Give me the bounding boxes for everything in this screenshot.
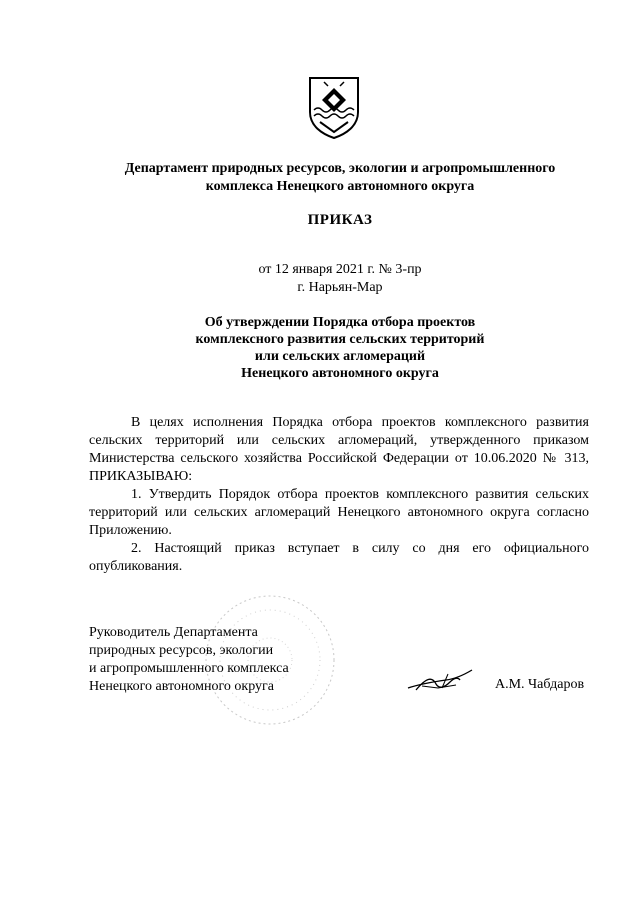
document-date-number: от 12 января 2021 г. № 3-пр [258, 262, 422, 277]
document-type: ПРИКАЗ [307, 212, 373, 228]
subject-line: или сельских агломераций [254, 349, 426, 364]
subject-line: Ненецкого автономного округа [241, 366, 439, 381]
handwritten-signature-icon [402, 658, 482, 698]
order-item-1: 1. Утвердить Порядок отбора проектов комплексного развития сельских территорий или сельских агломераций Ненецкого автономного округа согласно Приложению. [89, 487, 589, 538]
signer-position [89, 624, 289, 696]
document-city: г. Нарьян-Мар [297, 280, 383, 295]
signer-position-line: и агропромышленного комплекса [89, 661, 289, 676]
signer-position-line: природных ресурсов, экологии [89, 643, 274, 658]
coat-of-arms-icon [306, 74, 362, 140]
department-name-line: комплекса Ненецкого автономного округа [205, 179, 475, 194]
order-item-2: 2. Настоящий приказ вступает в силу со дня его официального опубликования. [89, 541, 589, 574]
signer-position-line: Ненецкого автономного округа [89, 679, 274, 694]
intro-paragraph: В целях исполнения Порядка отбора проектов комплексного развития сельских территорий или сельских агломераций, утвержденного приказом Министерства сельского хозяйства Российской Федерации от 10.06.2020 № 313, ПРИКАЗЫВАЮ: [89, 415, 589, 484]
subject-line: Об утверждении Порядка отбора проектов [204, 315, 476, 330]
signer-name: А.М. Чабдаров [495, 677, 585, 692]
subject-line: комплексного развития сельских территорий [195, 332, 485, 347]
department-name [60, 160, 620, 196]
department-name-line: Департамент природных ресурсов, экологии и агропромышленного [124, 161, 556, 176]
document-body [89, 414, 589, 576]
document-subject [60, 314, 620, 382]
signer-position-line: Руководитель Департамента [89, 625, 258, 640]
